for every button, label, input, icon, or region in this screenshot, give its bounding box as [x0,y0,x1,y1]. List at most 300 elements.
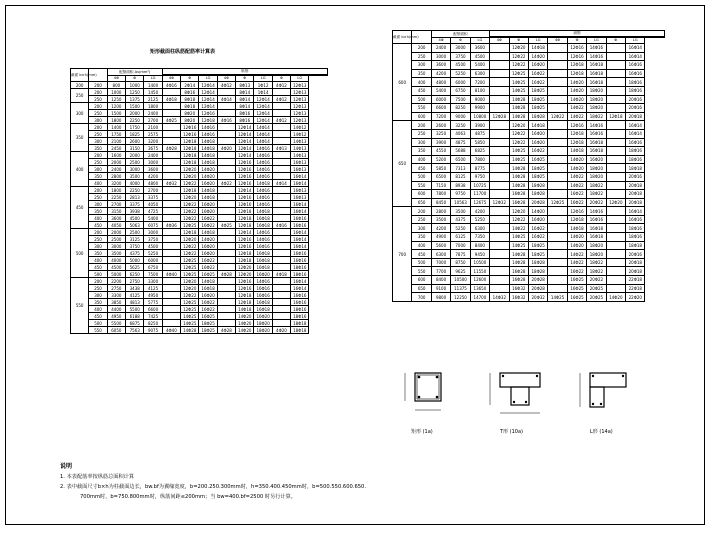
table-cell [548,172,567,181]
table-cell: 3900 [470,121,489,130]
table-cell: 14Φ18 [199,159,217,166]
table-cell: 200 [89,89,107,96]
table-cell: 16Φ18 [587,233,606,242]
notes-heading: 说明 [60,463,73,470]
table-cell: 8Φ16 [236,117,254,124]
table-cell [217,201,235,208]
table-cell: 6600 [431,104,450,113]
table-cell: 5500 [107,320,125,327]
table-row [71,264,328,271]
table-cell: 12Φ25 [181,271,199,278]
table-cell: 16Φ22 [567,267,586,276]
table-cell [272,215,290,222]
table-cell: 16Φ13 [291,159,309,166]
table-cell: 14Φ22 [509,224,528,233]
table-cell: 300 [89,292,107,299]
table-cell: 12Φ16 [567,121,586,130]
t-section-icon [490,373,540,413]
table-cell [217,173,235,180]
table-cell [162,250,180,257]
table-cell: 18Φ20 [254,327,272,334]
table-cell: 16Φ28 [509,276,528,285]
table-cell [272,131,290,138]
table-cell: 18Φ18 [626,164,645,173]
table-row [71,257,328,264]
table-cell: 8Φ18 [181,96,199,103]
table-cell: 1750 [126,124,144,131]
table-cell [162,89,180,96]
table-cell: 4800 [144,180,162,187]
table-cell: 4500 [107,264,125,271]
table-row [393,52,665,61]
table-cell: 3250 [451,121,470,130]
b-cell: 500 [71,229,89,278]
table-cell [272,110,290,117]
table-cell [606,241,625,250]
table-cell [548,138,567,147]
table-cell: 20Φ25 [587,284,606,293]
table-cell [272,306,290,313]
b-cell: 700 [393,207,412,302]
table-cell: 16Φ18 [254,215,272,222]
table-cell: 18Φ28 [528,112,547,121]
table-cell: 4Φ12 [272,82,290,89]
table-cell: 12Φ14 [236,187,254,194]
table-cell: 16Φ28 [509,190,528,199]
table-cell: 20Φ18 [626,181,645,190]
table-row [71,96,328,103]
table-cell: 18Φ22 [587,112,606,121]
table-cell: 14Φ14 [254,131,272,138]
table-cell: 5850 [431,164,450,173]
table-cell [272,103,290,110]
table-cell: 16Φ18 [587,147,606,156]
table-cell: 14Φ18 [199,187,217,194]
table-cell: 16Φ20 [587,155,606,164]
table-cell: 16Φ14 [291,285,309,292]
table-cell [490,190,509,199]
table-cell [162,138,180,145]
table-cell: 2800 [107,173,125,180]
subheader-cell: 4Φ [548,38,567,44]
table-cell [490,138,509,147]
table-cell [548,155,567,164]
table-row [71,110,328,117]
table-cell: 8100 [470,86,489,95]
table-cell [606,147,625,156]
table-cell: 16Φ32 [509,284,528,293]
table-cell: 14Φ18 [528,44,547,53]
left-reinforcement-table [70,68,328,334]
table-cell: 4375 [126,250,144,257]
table-cell: 12Φ20 [509,207,528,216]
table-cell [217,103,235,110]
table-cell [272,236,290,243]
table-cell: 550 [89,327,107,334]
table-cell [217,187,235,194]
table-cell: 3500 [451,207,470,216]
table-cell: 4125 [144,285,162,292]
table-cell: 200 [412,44,431,53]
table-cell: 2600 [126,138,144,145]
table-cell: 4375 [451,215,470,224]
table-cell: 1450 [144,89,162,96]
table-cell: 2400 [144,152,162,159]
table-cell: 4200 [144,173,162,180]
table-row [71,152,328,159]
table-cell: 14Φ13 [291,145,309,152]
table-cell: 2100 [144,124,162,131]
table-cell [217,194,235,201]
table-cell: 12Φ20 [181,278,199,285]
table-cell [606,86,625,95]
table-cell: 12Φ20 [236,271,254,278]
table-cell: 7200 [431,112,450,121]
table-row [71,208,328,215]
table-cell: 2000 [107,229,125,236]
table-cell: 16Φ18 [254,250,272,257]
table-cell: 4Φ32 [162,180,180,187]
table-cell: 14Φ18 [528,121,547,130]
table-cell: 12Φ18 [181,145,199,152]
table-cell: 350 [412,147,431,156]
table-cell: 4Φ20 [272,327,290,334]
subheader-cell: Φ [509,38,528,44]
table-cell: 9000 [451,112,470,121]
table-cell: 12Φ16 [181,124,199,131]
table-cell: 18Φ20 [587,250,606,259]
table-cell: 6125 [451,233,470,242]
table-cell: 12Φ14 [254,117,272,124]
table-cell [162,320,180,327]
table-row [393,276,665,285]
table-cell: 4725 [144,208,162,215]
table-cell: 3600 [470,44,489,53]
subheader-cell: Φ [451,38,470,44]
table-cell: 9800 [431,293,450,302]
table-cell: 1500 [126,103,144,110]
table-cell: 12Φ25 [181,257,199,264]
table-cell: 14Φ18 [199,278,217,285]
table-cell: 14Φ22 [567,172,586,181]
subheader-cell: LG [291,76,309,82]
table-cell [548,129,567,138]
table-cell: 16Φ14 [626,129,645,138]
subheader-cell: Φ [606,38,625,44]
table-cell: 9900 [470,104,489,113]
table-cell: 14Φ20 [236,320,254,327]
table-cell [162,194,180,201]
table-cell: 200 [89,82,107,89]
table-cell: 18Φ25 [528,104,547,113]
table-cell [217,243,235,250]
table-cell [162,152,180,159]
table-cell: 14Φ22 [567,112,586,121]
table-cell: 250 [89,131,107,138]
table-cell: 16Φ16 [254,243,272,250]
note-2: 2. 表中截面尺寸b×h为柱截面边长，bw.bf为翼缘宽度，b=200.250.300mm时，h=350.400.450mm时，b=500.550.600.650. [60,484,366,490]
table-cell [548,224,567,233]
table-cell: 16Φ18 [587,138,606,147]
table-cell [606,267,625,276]
table-cell: 14Φ16 [254,166,272,173]
table-cell: 14Φ20 [199,173,217,180]
table-cell: 550 [412,181,431,190]
table-cell: 12Φ13 [291,96,309,103]
table-cell: 4050 [144,201,162,208]
table-row [71,82,328,89]
table-row [71,299,328,306]
table-cell: 4Φ12 [272,96,290,103]
table-cell: 250 [89,285,107,292]
table-cell: 12Φ14 [199,82,217,89]
table-cell: 20Φ32 [528,293,547,302]
table-cell: 6188 [126,313,144,320]
table-row [393,155,665,164]
table-cell: 3000 [144,159,162,166]
table-cell: 11375 [451,284,470,293]
table-cell: 14Φ20 [567,233,586,242]
table-cell [606,129,625,138]
table-cell [548,267,567,276]
table-cell: 18Φ25 [528,164,547,173]
table-cell: 16Φ25 [567,293,586,302]
table-cell: 14Φ16 [199,131,217,138]
table-cell: 16Φ20 [199,243,217,250]
table-cell: 16Φ22 [528,78,547,87]
table-cell: 14Φ16 [254,187,272,194]
rect-section-icon [405,373,441,410]
table-cell: 1200 [107,103,125,110]
table-cell [162,173,180,180]
table-cell [548,78,567,87]
table-cell [548,233,567,242]
table-cell [606,44,625,53]
table-cell: 12Φ20 [606,198,625,207]
table-cell [490,215,509,224]
table-cell: 14Φ16 [254,278,272,285]
table-cell [272,243,290,250]
table-cell: 12Φ16 [567,52,586,61]
table-cell [272,124,290,131]
table-cell: 18Φ25 [528,95,547,104]
table-cell: 4063 [451,129,470,138]
table-cell: 14Φ16 [254,152,272,159]
table-cell: 14Φ20 [567,241,586,250]
table-cell [548,69,567,78]
table-cell: 650 [412,284,431,293]
table-cell: 800 [107,82,125,89]
table-cell: 6000 [431,95,450,104]
table-cell: 9100 [431,284,450,293]
notes-block [60,462,366,502]
table-cell: 4900 [431,233,450,242]
table-cell: 16Φ25 [199,313,217,320]
table-cell [162,257,180,264]
table-cell: 9000 [470,95,489,104]
table-cell [272,89,290,96]
table-cell: 18Φ25 [199,320,217,327]
table-cell: 2700 [107,201,125,208]
table-cell: 18Φ16 [626,233,645,242]
table-cell [490,95,509,104]
table-cell [217,306,235,313]
table-cell: 12Φ18 [199,117,217,124]
table-cell: 1825 [126,131,144,138]
table-row [71,215,328,222]
table-cell: 2125 [144,96,162,103]
table-cell [548,181,567,190]
table-cell: 12Φ18 [236,208,254,215]
table-cell: 1400 [144,82,162,89]
table-cell [548,284,567,293]
table-cell: 3150 [126,145,144,152]
table-row [71,250,328,257]
subheader-cell: 4Φ [431,38,450,44]
table-cell: 18Φ20 [587,172,606,181]
table-cell [548,276,567,285]
table-cell [162,313,180,320]
table-cell: 14Φ22 [567,250,586,259]
b-cell: 300 [71,103,89,124]
left-table-title: 矩形截面柱纵筋配筋率计算表 [150,49,216,55]
table-cell: 2250 [126,117,144,124]
subheader-cell: Φ [567,38,586,44]
table-cell: 16Φ22 [199,257,217,264]
table-cell: 3300 [144,278,162,285]
table-cell: 7350 [470,233,489,242]
table-cell: 12Φ32 [490,198,509,207]
t-section-code: (10a) [509,429,523,435]
table-cell: 12Φ18 [181,152,199,159]
table-cell: 20Φ25 [587,293,606,302]
table-cell: 14Φ20 [199,166,217,173]
table-cell: 16Φ14 [626,44,645,53]
table-cell: 450 [412,86,431,95]
table-cell: 8Φ20 [181,110,199,117]
table-cell: 10800 [470,112,489,121]
table-cell: 12Φ16 [236,285,254,292]
table-cell [490,69,509,78]
table-cell: 14Φ25 [509,241,528,250]
table-cell: 12Φ20 [509,44,528,53]
table-cell [548,250,567,259]
table-cell: 12Φ16 [567,207,586,216]
table-row [393,190,665,199]
table-row [71,243,328,250]
table-cell: 8250 [144,320,162,327]
table-cell: 12Φ22 [509,215,528,224]
table-cell: 14Φ28 [509,250,528,259]
table-cell: 8400 [431,276,450,285]
table-cell: 12675 [470,198,489,207]
table-cell: 14Φ18 [199,145,217,152]
table-cell: 6750 [144,264,162,271]
table-cell: 8125 [451,172,470,181]
table-cell: 16Φ16 [626,69,645,78]
table-cell: 6300 [470,224,489,233]
table-cell: 250 [89,236,107,243]
table-row [71,320,328,327]
table-cell [162,236,180,243]
table-cell: 4000 [126,180,144,187]
table-cell: 18Φ16 [626,78,645,87]
table-cell: 4500 [470,52,489,61]
table-cell [272,187,290,194]
subheader-cell: 4Φ [490,38,509,44]
table-cell: 16Φ22 [199,264,217,271]
table-cell: 5500 [126,306,144,313]
table-cell: 550 [412,267,431,276]
table-cell: 400 [89,180,107,187]
table-cell [162,166,180,173]
table-cell [606,250,625,259]
table-cell: 12Φ20 [181,166,199,173]
table-cell: 14Φ18 [254,180,272,187]
table-cell: 14Φ16 [254,145,272,152]
table-row [393,172,665,181]
table-cell: 250 [412,215,431,224]
table-cell: 6050 [107,327,125,334]
table-cell: 2500 [126,159,144,166]
table-cell: 600 [412,276,431,285]
table-cell: 4Φ14 [272,180,290,187]
table-cell: 6075 [144,222,162,229]
table-cell: 4Φ28 [217,327,235,334]
table-cell: 14Φ16 [587,207,606,216]
table-cell [548,121,567,130]
table-cell: 9750 [470,172,489,181]
table-cell: 5850 [470,138,489,147]
table-cell: 14Φ22 [567,181,586,190]
table-cell [490,155,509,164]
table-cell: 16Φ14 [291,243,309,250]
table-cell: 1000 [126,82,144,89]
table-cell: 3600 [431,61,450,70]
table-cell: 18Φ22 [587,258,606,267]
table-cell: 14Φ16 [587,44,606,53]
table-cell: 12Φ22 [509,61,528,70]
table-cell: 16Φ18 [254,257,272,264]
table-cell: 14Φ28 [509,172,528,181]
subheader-cell: LG [528,38,547,44]
table-cell: 18Φ28 [528,258,547,267]
table-cell: 6000 [451,78,470,87]
table-cell: 16Φ18 [587,61,606,70]
table-cell [217,124,235,131]
table-cell: 4Φ13 [272,145,290,152]
table-cell: 8775 [470,164,489,173]
table-cell: 9450 [470,250,489,259]
table-cell: 18Φ20 [587,164,606,173]
table-cell: 200 [89,103,107,110]
table-cell: 14Φ25 [181,313,199,320]
table-row [393,69,665,78]
table-cell [548,52,567,61]
table-cell: 16Φ20 [199,201,217,208]
table-row [393,61,665,70]
table-cell: 3375 [144,194,162,201]
header-cell [645,37,665,38]
table-cell: 4400 [107,306,125,313]
table-cell: 14Φ18 [236,306,254,313]
table-cell: 7875 [451,250,470,259]
table-cell: 5688 [451,147,470,156]
b-cell: 550 [71,278,89,334]
table-cell: 18Φ25 [528,250,547,259]
table-row [393,267,665,276]
table-cell [548,147,567,156]
